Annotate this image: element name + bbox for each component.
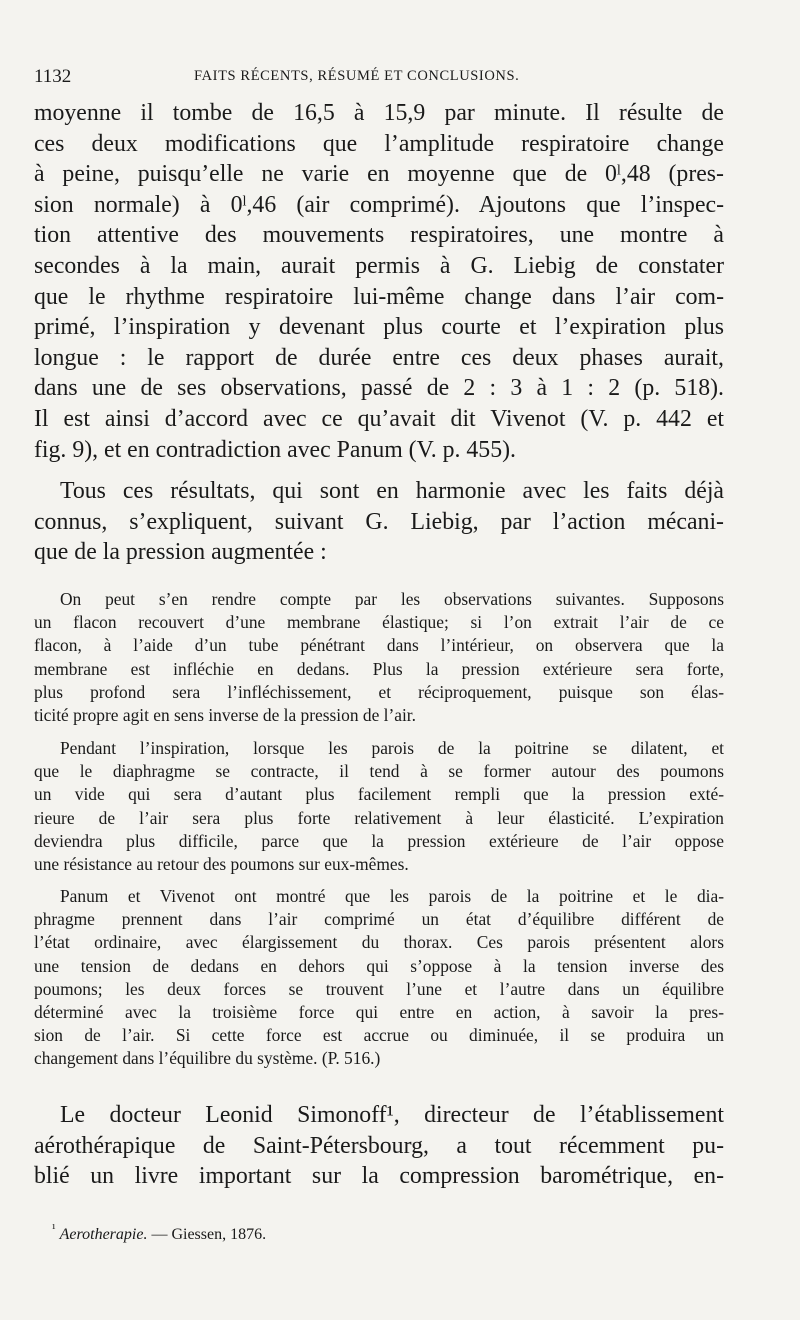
text-line: ticité propre agit en sens inverse de la pression de l’air. [34, 705, 416, 726]
text-line: secondes à la main, aurait permis à G. Liebig de constater [34, 252, 724, 279]
footnote [52, 1221, 267, 1244]
text-line: dans une de ses observations, passé de 2 : 3 à 1 : 2 (p. 518). [34, 375, 724, 402]
text-line: Il est ainsi d’accord avec ce qu’avait dit Vivenot (V. p. 442 et [34, 405, 724, 432]
text-line: moyenne il tombe de 16,5 à 15,9 par minute. Il résulte de [34, 100, 724, 126]
footnote-marker: ¹ [52, 1221, 56, 1236]
text-line: longue : le rapport de durée entre ces deux phases aurait, [34, 344, 724, 371]
text-line: flacon, à l’aide d’un tube pénétrant dans l’intérieur, on observera que la [34, 635, 724, 656]
text-line: changement dans l’équilibre du système. (P. 516.) [34, 1048, 381, 1069]
text-line: déterminé avec la troisième force qui entre en action, à savoir la pres- [34, 1002, 724, 1023]
text-line: blié un livre important sur la compression barométrique, en- [34, 1163, 724, 1190]
text-line: que le diaphragme se contracte, il tend à se former autour des poumons [34, 761, 724, 782]
footnote-title: Aerotherapie. [59, 1226, 148, 1243]
quote-paragraph-1 [34, 588, 724, 727]
text-line: tion attentive des mouvements respiratoires, une montre à [34, 222, 724, 249]
text-line: membrane est infléchie en dedans. Plus la pression extérieure sera forte, [34, 658, 724, 679]
text-line: un flacon recouvert d’une membrane élastique; si l’on extrait l’air de ce [34, 612, 724, 633]
text-line: que le rhythme respiratoire lui-même change dans l’air com- [34, 283, 724, 310]
text-line: sion de l’air. Si cette force est accrue ou diminuée, il se produira un [34, 1025, 724, 1046]
text-line: primé, l’inspiration y devenant plus courte et l’expiration plus [34, 314, 724, 341]
running-title: FAITS RÉCENTS, RÉSUMÉ ET CONCLUSIONS. [194, 68, 520, 84]
paragraph-1 [34, 98, 724, 465]
text-line: rieure de l’air sera plus forte relativement à leur élasticité. L’expiration [34, 807, 724, 828]
paragraph-3 [34, 1100, 724, 1192]
text-line: connus, s’expliquent, suivant G. Liebig, par l’action mécani- [34, 508, 724, 535]
text-line: Le docteur Leonid Simonoff¹, directeur de l’établissement [60, 1102, 724, 1128]
text-line: Pendant l’inspiration, lorsque les parois de la poitrine se dilatent, et [60, 738, 724, 758]
footnote-source: — Giessen, 1876. [147, 1226, 267, 1243]
text-line: phragme prennent dans l’air comprimé un état d’équilibre différent de [34, 909, 724, 930]
paragraph-2 [34, 476, 724, 568]
text-line: Tous ces résultats, qui sont en harmonie avec les faits déjà [60, 478, 724, 504]
quote-paragraph-2 [34, 737, 724, 876]
text-line: l’état ordinaire, avec élargissement du thorax. Ces parois présentent alors [34, 932, 724, 953]
text-line: poumons; les deux forces se trouvent l’une et l’autre dans un équilibre [34, 978, 724, 999]
text-line: sion normale) à 0ˡ,46 (air comprimé). Ajoutons que l’inspec- [34, 191, 724, 218]
text-line: Panum et Vivenot ont montré que les parois de la poitrine et le dia- [60, 886, 724, 906]
text-line: une résistance au retour des poumons sur eux-mêmes. [34, 854, 409, 875]
text-line: un vide qui sera d’autant plus facilement rempli que la pression exté- [34, 784, 724, 805]
quote-paragraph-3 [34, 885, 724, 1071]
page-number: 1132 [34, 66, 72, 87]
text-line: plus profond sera l’infléchissement, et réciproquement, puisque son élas- [34, 681, 724, 702]
text-line: une tension de dedans en dehors qui s’oppose à la tension inverse des [34, 955, 724, 976]
text-line: On peut s’en rendre compte par les observations suivantes. Supposons [60, 589, 724, 609]
text-line: à peine, puisqu’elle ne varie en moyenne que de 0ˡ,48 (pres- [34, 161, 724, 188]
text-line: que de la pression augmentée : [34, 539, 327, 566]
text-line: ces deux modifications que l’amplitude respiratoire change [34, 130, 724, 157]
text-line: aérothérapique de Saint-Pétersbourg, a tout récemment pu- [34, 1132, 724, 1159]
text-line: deviendra plus difficile, parce que la pression extérieure de l’air oppose [34, 830, 724, 851]
text-line: fig. 9), et en contradiction avec Panum (V. p. 455). [34, 436, 516, 463]
